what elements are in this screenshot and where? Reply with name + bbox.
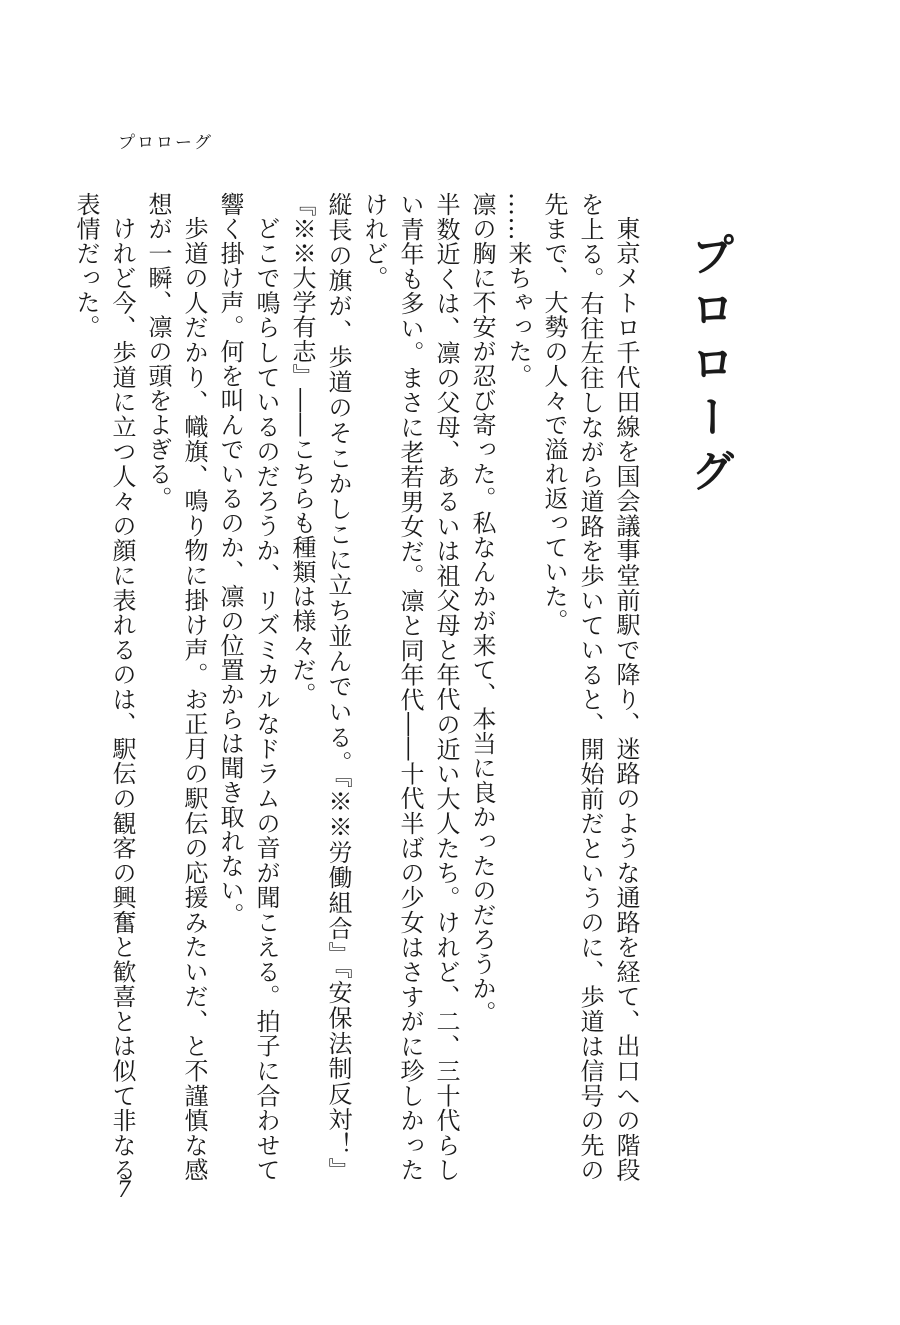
page-number: 7 [117,1178,131,1203]
chapter-title: プロローグ [683,232,734,502]
paragraph: けれど今、歩道に立つ人々の顔に表れるのは、駅伝の観客の興奮と歓喜とは似て非なる表情だった。 [72,192,136,1182]
paragraph: ……来ちゃった。 [504,192,532,388]
paragraph: 凛の胸に不安が忍び寄った。私なんかが来て、本当に良かったのだろうか。 [468,192,496,1025]
body-text [72,192,644,1183]
paragraph: 東京メトロ千代田線を国会議事堂前駅で降り、迷路のような通路を経て、出口への階段を上る。右往左往しながら道路を歩いていると、開始前だというのに、歩道は信号の先の先まで、大勢の人々で溢れ返っていた。 [540,192,640,1182]
paragraph: どこで鳴らしているのだろうか、リズミカルなドラムの音が聞こえる。拍子に合わせて響く掛け声。何を叫んでいるのか、凛の位置からは聞き取れない。 [216,192,280,1182]
paragraph: 縦長の旗が、歩道のそこかしこに立ち並んでいる。『※※労働組合』『安保法制反対！』『※※大学有志』――こちらも種類は様々だ。 [288,192,352,1182]
paragraph: 歩道の人だかり、幟旗、鳴り物に掛け声。お正月の駅伝の応援みたいだ、と不謹慎な感想が一瞬、凛の頭をよぎる。 [144,192,208,1182]
running-head: プロローグ [118,133,213,153]
paragraph: 半数近くは、凛の父母、あるいは祖父母と年代の近い大人たち。けれど、二、三十代らしい青年も多い。まさに老若男女だ。凛と同年代――十代半ばの少女はさすがに珍しかったけれど。 [360,192,460,1183]
